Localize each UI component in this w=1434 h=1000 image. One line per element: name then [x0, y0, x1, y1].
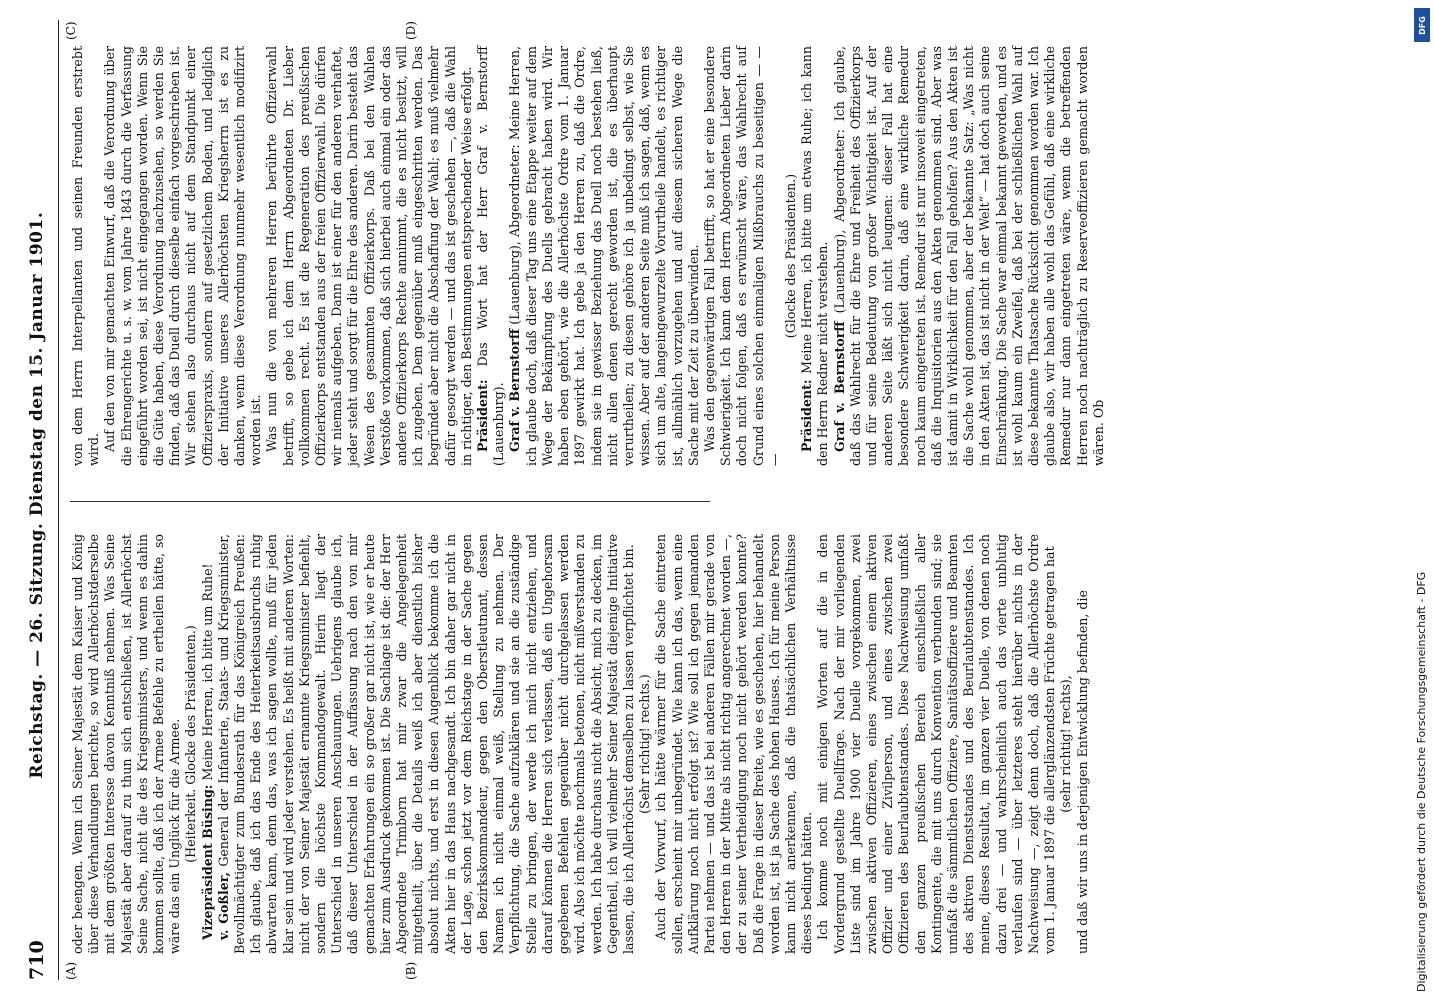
paragraph — [216, 534, 637, 954]
speaker-label: Präsident: — [799, 379, 815, 452]
paragraph: Auf den von mir gemachten Einwurf, daß die Verordnung über die Ehrengerichte u. s. w. vom Jahre 1843 durch die Verfassung eingeführt worden sei, ist nicht eingegangen worden. Wenn Sie die Güte haben, diese Verordnung nachzusehen, so werden Sie finden, daß das Duell durch dieselbe einfach vorgeschrieben ist. Wir stehen also durchaus nicht auf dem Standpunkt einer Offizierspraxis, sondern auf gesetzlichem Boden, und lediglich der Initiative unseres Allerhöchsten Kriegsherrn ist es zu danken, wenn diese Verordnung nunmehr wesentlich modifizirt worden ist. — [102, 46, 264, 466]
stage-direction: (Sehr richtig! rechts.) — [637, 674, 653, 814]
speaker-label: Vizepräsident Büsing: — [199, 784, 215, 940]
margin-marker-b: (B) — [404, 961, 418, 980]
stage-direction: (sehr richtig! rechts), — [1058, 675, 1074, 813]
margin-marker-a: (A) — [64, 961, 78, 980]
margin-marker-d: (D) — [404, 21, 418, 40]
header-rule — [58, 20, 59, 980]
stage-direction: (Glocke des Präsidenten.) — [782, 173, 798, 339]
rotated-page — [20, 20, 1405, 980]
page-number: 710 — [26, 940, 48, 980]
dfg-logo: DFG — [1414, 8, 1430, 42]
paragraph — [200, 534, 216, 954]
dfg-credit-strip — [1412, 8, 1432, 992]
speaker-label: Präsident: — [475, 379, 491, 452]
paragraph: und daß wir uns in derjenigen Entwicklung befinden, die — [1074, 590, 1090, 954]
paragraph: Ich komme noch mit einigen Worten auf die in den Vordergrund gestellte Duellfrage. Nach der mir vorliegenden Liste sind im Jahre 1900 vier Duelle vorgekommen, zwei zwischen aktiven Offizieren, eines zwischen einem aktiven Offizier und einer Zivilperson, und eines zwischen zwei Offizieren des Beurlaubtenstandes. Diese Nachweisung umfaßt den ganzen preußischen Bereich einschließlich aller Kontingente, die mit uns durch Konvention verbunden sind; sie umfaßt die sämmtlichen Offiziere, Sanitätsoffiziere und Beamten des aktiven Dienststandes und des Beurlaubtenstandes. Ich meine, dieses Resultat, im ganzen vier Duelle, von denen noch dazu drei — und wahrscheinlich auch das vierte unblutig verlaufen sind — über letzteres steht hierüber nichts in der Nachweisung —, zeigt denn doch, daß die Allerhöchste Ordre vom 1. Januar 1897 die allerglänzendsten Früchte getragen hat — [815, 534, 1058, 954]
page-header — [20, 20, 54, 980]
paragraph — [507, 46, 701, 466]
speech-text: Das Wort hat der Herr Graf v. Bernstorff (Lauenburg). — [475, 46, 507, 466]
speech-text: (Lauenburg), Abgeordneter: Meine Herren, ich glaube doch, daß dieser Tag uns eine Etappe weiter auf dem Wege der Bekämpfung des Duells gebracht haben wird. Wir haben eben gehört, wie die Allerhöchste Ordre vom 1. Januar 1897 gewirkt hat. Ich gebe ja den Herren zu, daß die Ordre, indem sie in gewisser Beziehung das Duell noch bestehen ließ, nicht allen denen gerecht geworden ist, die es überhaupt verurtheilen; zu diesen gehöre ich ja unbedingt selbst, wie Sie wissen. Aber auf der anderen Seite muß ich sagen, daß, wenn es sich um alte, langeingewurzelte Vorurtheile handelt, es richtiger ist, allmählich vorzugehen und auf diesem sicheren Wege die Sache mit der Zeit zu überwinden. — [507, 46, 701, 466]
left-column — [70, 534, 1090, 954]
speaker-label: Graf v. Bernstorff — [831, 321, 847, 452]
paragraph — [799, 46, 831, 466]
speech-text: Meine Herren, ich bitte um etwas Ruhe; ich kann den Herrn Redner nicht verstehen. — [799, 46, 831, 466]
paragraph — [475, 46, 507, 466]
paragraph: Was den gegenwärtigen Fall betrifft, so hat er eine besondere Schwierigkeit. Ich kann dem Herrn Abgeordneten Lieber darin doch nicht folgen, daß es erwünscht wäre, das Wahlrecht auf Grund eines solchen einmaligen Mißbrauchs zu beseitigen — — — — [701, 46, 782, 466]
right-column — [70, 46, 1106, 466]
speaker-label: Graf v. Bernstorff — [507, 328, 523, 452]
speech-text: General der Infanterie, Staats- und Kriegsminister, Bevollmächtigter zum Bundesrath für das Königreich Preußen: Ich glaube, daß ich das Ende des Heiterkeitsausbruchs ruhig abwarten kann, denn das, was ich sagen wollte, muß für jeden klar sein und wird jeder verstehen. Es heißt mit anderen Worten: nicht der von Seiner Majestät ernannte Kriegsminister befiehlt, sondern die höchste Kommandogewalt. Hierin liegt der Unterschied in unseren Anschauungen. Uebrigens glaube ich, daß dieser Unterschied in der Auffassung nach den von mir gemachten Erfahrungen ein so großer gar nicht ist, wie er heute hier zum Ausdruck gekommen ist. Die Sachlage ist die: der Herr Abgeordnete Trimborn hat mir zwar die Angelegenheit mitgetheilt, über die Details weiß ich aber dienstlich bisher absolut nichts, und erst in diesen Augenblick bekomme ich die Akten hier in das Haus nachgesandt. Ich bin daher gar nicht in der Lage, schon jetzt vor dem Reichstage in der Sache gegen den Bezirkskommandeur, gegen den Oberstleutnant, dessen Namen ich nicht einmal weiß, Stellung zu nehmen. Der Verpflichtung, die Sache aufzuklären und sie an die zuständige Stelle zu bringen, der werde ich mich nicht entziehen, und darauf können die Herren sich verlassen, daß ein Ungehorsam gegebenen Befehlen gegenüber nicht durchgelassen werden wird. Also ich möchte nochmals betonen, nicht mißverstanden zu werden. Ich habe durchaus nicht die Absicht, mich zu decken, im Gegentheil, ich will vielmehr Seiner Majestät diejenige Initiative lassen, die ich Allerhöchst demselben zu lassen verpflichtet bin. — [215, 534, 636, 954]
dfg-credit-text: Digitalisierung gefördert durch die Deutsche Forschungsgemeinschaft - DFG — [1415, 571, 1428, 992]
paragraph: Was nun die von mehreren Herren berührte Offizierwahl betrifft, so gebe ich dem Herrn Abgeordneten Dr. Lieber vollkommen recht. Es ist die Regeneration des preußischen Offizierkorps entstanden aus der freien Offizierwahl. Die dürfen wir niemals aufgeben. Dann ist einer für den anderen verhaftet, jeder steht und sorgt für die Ehre des anderen. Darin besteht das Wesen des gesammten Offizierkorps. Daß bei den Wahlen Verstöße vorkommen, daß sich hierbei auch einmal ein oder das andere Offizierkorps Rechte annimmt, die es nicht besitzt, will ich zugeben. Dem gegenüber muß eingeschritten werden. Das begründet aber nicht die Abschaffung der Wahl; es muß vielmehr dafür gesorgt werden — und das ist geschehen —, daß die Wahl in richtiger, den Bestimmungen entsprechender Weise erfolgt. — [264, 46, 474, 466]
paragraph — [832, 46, 1107, 466]
paragraph: von dem Herrn Interpellanten und seinen Freunden erstrebt wird. — [70, 46, 102, 466]
speech-text: (Lauenburg), Abgeordneter: Ich glaube, daß das Wahlrecht für die Ehre und Freiheit des Offizierkorps und für seine Bedeutung von großer Wichtigkeit ist. Auf der anderen Seite läßt sich nicht leugnen: dieser Fall hat eine besondere Schwierigkeit darin, daß eine wirkliche Remedur noch kaum eingetreten ist. Remedur ist nur insoweit eingetreten, daß die Inquisitorien aus den Akten genommen sind. Aber was ist damit in Wirklichkeit für den Fall geholfen? Aus den Akten ist die Sache wohl genommen, aber der bekannte Satz: „Was nicht in den Akten ist, das ist nicht in der Welt“ — hat doch auch seine Einschränkung. Die Sache war einmal bekannt geworden, und es ist wohl kaum ein Zweifel, daß bei der schließlichen Wahl auf diese bekannte Thatsache Rücksicht genommen worden war. Ich glaube also, wir haben alle wohl das Gefühl, daß eine wirkliche Remedur nur dann eingetreten wäre, wenn die betreffenden Herren noch nachträglich zu Reserveoffizieren gemacht worden wären. Ob — [831, 46, 1106, 466]
running-title: Reichstag. — 26. Sitzung. Dienstag den 15. Januar 1901. — [27, 211, 47, 779]
margin-marker-c: (C) — [64, 21, 78, 40]
stage-direction: (Heiterkeit. Glocke des Präsidenten.) — [183, 625, 199, 863]
paragraph: oder beengen. Wenn ich Seiner Majestät dem Kaiser und König über diese Verhandlungen berichte, so wird Allerhöchstderselbe mit dem größten Interesse davon Kenntniß nehmen. Was Seine Majestät aber darauf zu thun sich entschließen, ist Allerhöchst Seine Sache, nicht die des Kriegsministers, und wenn es dahin kommen sollte, daß ich der Armee Befehle zu ertheilen hätte, so wäre das ein Unglück für die Armee. — [70, 534, 183, 954]
column-divider — [70, 501, 710, 502]
speaker-label: v. Goßler, — [215, 872, 231, 940]
paragraph: Auch der Vorwurf, ich hätte wärmer für die Sache eintreten sollen, erscheint mir unbegründet. Wie kann ich das, wenn eine Aufklärung noch nicht erfolgt ist? Wie soll ich gegen jemanden Partei nehmen — und das ist bei anderen Fällen mir gerade von den Herren in der Mitte als nicht richtig angerechnet worden —, der zu seiner Vertheidigung noch nicht gehört werden konnte? Daß die Frage in dieser Breite, wie es geschehen, hier behandelt worden ist, ist ja Sache des hohen Hauses. Ich für meine Person kann nicht anerkennen, daß die thatsächlichen Verhältnisse dieses bedingt hätten. — [653, 534, 815, 954]
speech-text: Meine Herren, ich bitte um Ruhe! — [199, 563, 215, 781]
